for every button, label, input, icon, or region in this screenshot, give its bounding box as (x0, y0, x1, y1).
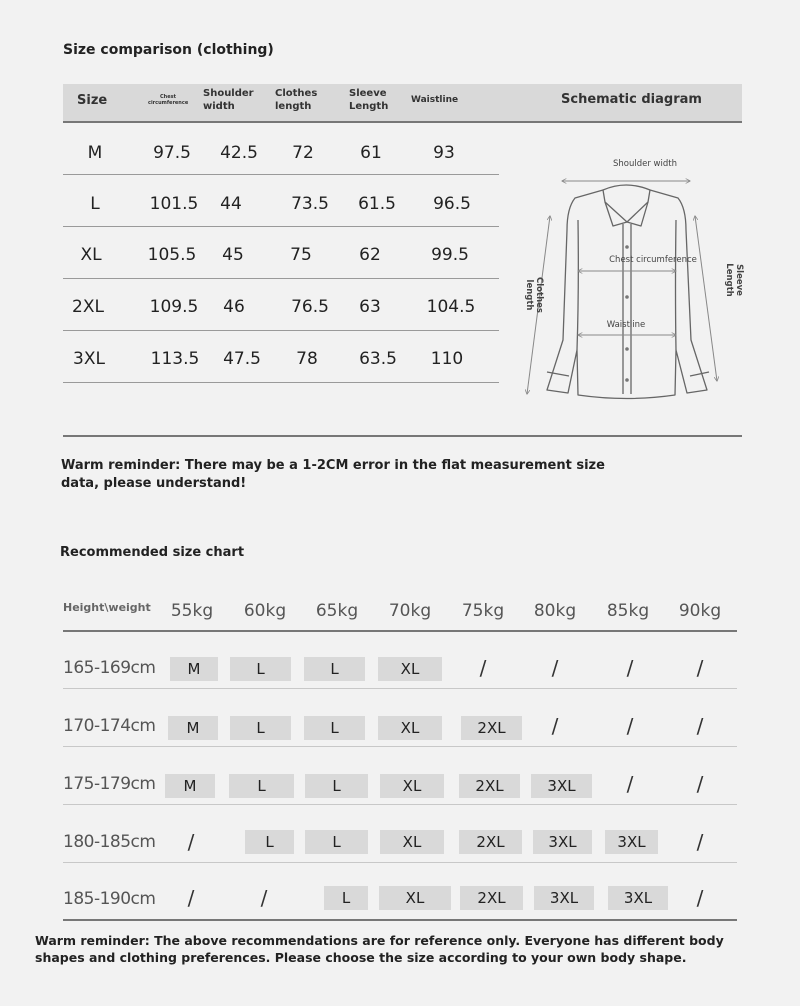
cell-shoulder: 45 (222, 245, 244, 265)
height-label: 185-190cm (63, 889, 156, 909)
size-box: L (245, 830, 294, 854)
label-clothes-length-1: Clothes (534, 277, 544, 313)
cell-sleeve: 62 (359, 245, 381, 265)
cell-clothes-length: 73.5 (291, 194, 329, 214)
size-box: 2XL (460, 886, 523, 910)
cell-shoulder: 44 (220, 194, 242, 214)
size-box: XL (380, 774, 444, 798)
weight-header: 90kg (678, 601, 722, 621)
size-comparison-title: Size comparison (clothing) (63, 42, 274, 58)
size-box: XL (380, 830, 444, 854)
row-divider (63, 746, 737, 747)
cell-size: M (87, 143, 103, 163)
row-divider (63, 688, 737, 689)
size-unavailable: / (696, 656, 704, 680)
height-label: 180-185cm (63, 832, 156, 852)
size-box: L (324, 886, 368, 910)
cell-waist: 93 (433, 143, 455, 163)
row-divider (63, 382, 499, 383)
cell-waist: 99.5 (431, 245, 469, 265)
size-box: L (230, 657, 291, 681)
weight-header: 85kg (606, 601, 650, 621)
cell-clothes-length: 75 (290, 245, 312, 265)
cell-shoulder: 46 (223, 297, 245, 317)
size-unavailable: / (696, 830, 704, 854)
cell-waist: 110 (430, 349, 464, 369)
size-box: L (305, 830, 368, 854)
chart-header-divider (63, 630, 737, 632)
weight-header: 55kg (170, 601, 214, 621)
size-unavailable: / (479, 656, 487, 680)
size-unavailable: / (626, 772, 634, 796)
size-box: 3XL (605, 830, 658, 854)
cell-sleeve: 61.5 (358, 194, 396, 214)
warm-reminder-measurement: Warm reminder: There may be a 1-2CM error in the flat measurement size data, please understand! (61, 458, 605, 492)
label-clothes-length-2: length (524, 279, 534, 311)
label-shoulder-width: Shoulder width (613, 159, 677, 169)
size-box: 3XL (531, 774, 592, 798)
cell-sleeve: 61 (360, 143, 382, 163)
height-weight-header: Height\weight (63, 601, 151, 614)
header-clothes-length: Clothes length (275, 88, 318, 112)
size-box: 3XL (534, 886, 594, 910)
size-box: M (170, 657, 218, 681)
cell-waist: 104.5 (426, 297, 476, 317)
height-label: 165-169cm (63, 658, 156, 678)
row-divider (63, 226, 499, 227)
size-box: 3XL (608, 886, 668, 910)
label-chest-circumference: Chest circumference (609, 255, 697, 265)
cell-shoulder: 42.5 (220, 143, 258, 163)
row-divider (63, 804, 737, 805)
chart-bottom-divider (63, 919, 737, 921)
size-box: XL (378, 657, 442, 681)
section-divider (63, 435, 742, 437)
size-box: L (229, 774, 294, 798)
cell-waist: 96.5 (433, 194, 471, 214)
label-waistline: Waistline (606, 320, 646, 330)
weight-header: 70kg (388, 601, 432, 621)
size-unavailable: / (696, 772, 704, 796)
header-waistline: Waistline (411, 95, 459, 105)
cell-sleeve: 63 (359, 297, 381, 317)
cell-clothes-length: 72 (292, 143, 314, 163)
size-box: M (168, 716, 218, 740)
size-box: L (304, 716, 365, 740)
cell-chest: 113.5 (150, 349, 200, 369)
weight-header: 60kg (243, 601, 287, 621)
size-box: L (304, 657, 365, 681)
cell-chest: 101.5 (149, 194, 199, 214)
header-schematic-diagram: Schematic diagram (561, 92, 702, 107)
header-shoulder: Shoulder width (203, 88, 254, 112)
header-sleeve-length: Sleeve Length (349, 88, 389, 112)
size-box: L (230, 716, 291, 740)
size-unavailable: / (260, 886, 268, 910)
size-box: XL (379, 886, 451, 910)
cell-chest: 105.5 (147, 245, 197, 265)
size-box: 2XL (461, 716, 522, 740)
size-box: L (305, 774, 368, 798)
height-label: 175-179cm (63, 774, 156, 794)
cell-clothes-length: 78 (296, 349, 318, 369)
cell-chest: 109.5 (149, 297, 199, 317)
weight-header: 80kg (533, 601, 577, 621)
size-unavailable: / (551, 714, 559, 738)
label-sleeve-length-1: Sleeve (734, 264, 744, 296)
size-box: 3XL (533, 830, 592, 854)
size-unavailable: / (696, 886, 704, 910)
header-size: Size (77, 93, 108, 108)
row-divider (63, 862, 737, 863)
cell-size: XL (80, 245, 102, 265)
cell-size: 2XL (72, 297, 104, 317)
table-header-divider (63, 121, 742, 123)
cell-size: 3XL (73, 349, 105, 369)
size-unavailable: / (696, 714, 704, 738)
size-unavailable: / (626, 656, 634, 680)
row-divider (63, 174, 499, 175)
height-label: 170-174cm (63, 716, 156, 736)
size-box: 2XL (459, 830, 522, 854)
size-unavailable: / (551, 656, 559, 680)
cell-size: L (90, 194, 100, 214)
cell-clothes-length: 76.5 (291, 297, 329, 317)
label-sleeve-length-2: Length (724, 263, 734, 297)
row-divider (63, 278, 499, 279)
size-unavailable: / (187, 830, 195, 854)
size-box: M (165, 774, 215, 798)
header-chest: Chest circumference (148, 94, 189, 107)
warm-reminder-recommendation: Warm reminder: The above recommendations are for reference only. Everyone has different body shapes and clothing preferences. Please choose the size according to your own body shape. (35, 933, 724, 965)
size-box: 2XL (459, 774, 520, 798)
recommended-size-title: Recommended size chart (60, 545, 245, 560)
cell-shoulder: 47.5 (223, 349, 261, 369)
row-divider (63, 330, 499, 331)
weight-header: 75kg (461, 601, 505, 621)
cell-sleeve: 63.5 (359, 349, 397, 369)
size-unavailable: / (187, 886, 195, 910)
size-unavailable: / (626, 714, 634, 738)
weight-header: 65kg (315, 601, 359, 621)
size-box: XL (378, 716, 442, 740)
cell-chest: 97.5 (153, 143, 191, 163)
shirt-schematic-diagram (505, 150, 745, 410)
